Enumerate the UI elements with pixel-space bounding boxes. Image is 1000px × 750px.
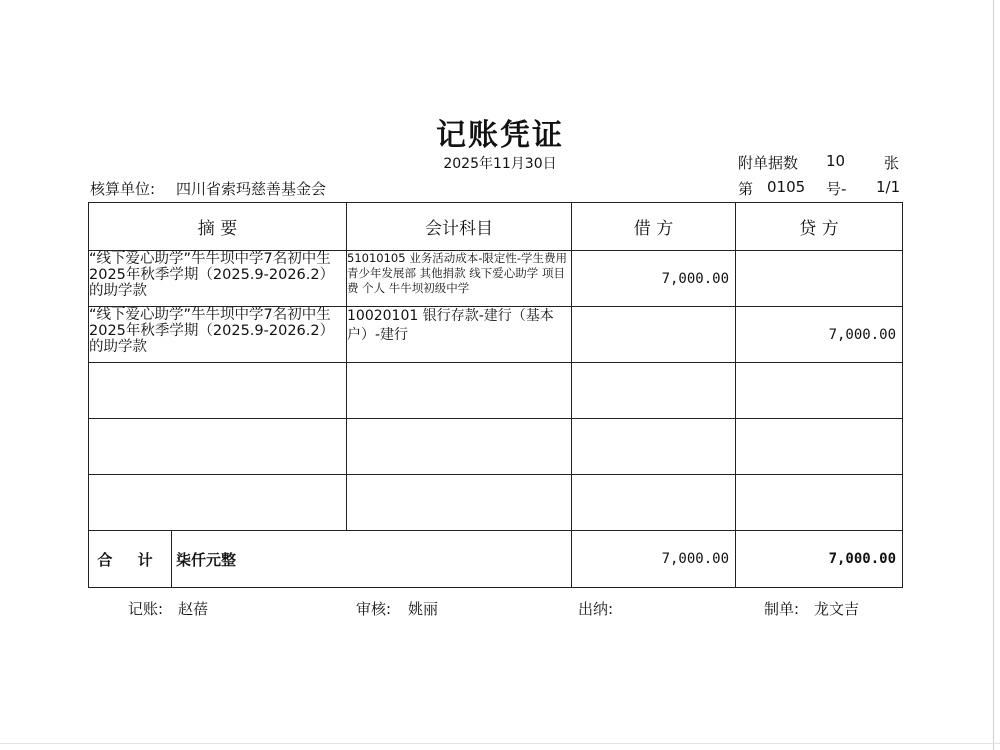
header-account: 会计科目: [347, 203, 572, 251]
voucher-number-suffix: 号-: [826, 180, 847, 198]
row-account: [347, 419, 572, 475]
voucher-number: 0105: [767, 178, 806, 196]
reviewer-name: 姚丽: [408, 600, 439, 618]
bookkeeper-label: 记账:: [128, 600, 164, 618]
total-row: [89, 531, 903, 588]
total-cell: [89, 531, 572, 588]
row-summary: “线下爱心助学”牛牛坝中学7名初中生2025年秋季学期（2025.9-2026.2）的助学款: [89, 251, 347, 307]
table-header-row: [89, 203, 903, 251]
voucher-date: 2025年11月30日: [443, 156, 557, 172]
row-debit: 7,000.00: [572, 251, 736, 307]
row-account: 10020101 银行存款-建行（基本户）-建行: [347, 307, 572, 363]
row-debit: [572, 419, 736, 475]
preparer-label: 制单:: [764, 600, 800, 618]
header-debit: 借 方: [572, 203, 736, 251]
row-credit: 7,000.00: [736, 307, 903, 363]
row-credit: [736, 363, 903, 419]
accounting-unit-label: 核算单位:: [90, 180, 156, 198]
row-credit: [736, 251, 903, 307]
total-label: 合 计: [89, 531, 172, 587]
cashier-label: 出纳:: [578, 600, 614, 618]
attachments-label: 附单据数: [738, 154, 799, 172]
attachments-count: 10: [826, 152, 846, 170]
row-summary: [89, 363, 347, 419]
table-row: [89, 475, 903, 531]
reviewer-label: 审核:: [356, 600, 392, 618]
table-row: [89, 419, 903, 475]
bookkeeper-name: 赵蓓: [178, 600, 209, 618]
total-debit: 7,000.00: [572, 531, 736, 588]
row-account: [347, 363, 572, 419]
header-summary: 摘 要: [89, 203, 347, 251]
row-credit: [736, 419, 903, 475]
table-row: [89, 363, 903, 419]
row-debit: [572, 307, 736, 363]
row-summary: [89, 475, 347, 531]
table-row: [89, 251, 903, 307]
voucher-number-label: 第: [738, 180, 754, 198]
row-debit: [572, 475, 736, 531]
row-debit: [572, 363, 736, 419]
voucher-table: [88, 202, 903, 588]
attachments-unit: 张: [884, 154, 900, 172]
table-row: [89, 307, 903, 363]
row-credit: [736, 475, 903, 531]
voucher-page: 1/1: [876, 178, 901, 196]
total-credit: 7,000.00: [736, 531, 903, 588]
row-account: [347, 475, 572, 531]
voucher-title: 记账凭证: [436, 118, 564, 153]
page-edge-bottom: [0, 743, 1000, 744]
preparer-name: 龙文吉: [814, 600, 860, 618]
row-summary: “线下爱心助学”牛牛坝中学7名初中生2025年秋季学期（2025.9-2026.2）的助学款: [89, 307, 347, 363]
row-summary: [89, 419, 347, 475]
total-amount-in-words: 柒仟元整: [176, 550, 237, 569]
accounting-unit-name: 四川省索玛慈善基金会: [176, 180, 327, 198]
row-account: 51010105 业务活动成本-限定性-学生费用 青少年发展部 其他捐款 线下爱心助学 项目费 个人 牛牛坝初级中学: [347, 251, 572, 307]
header-credit: 贷 方: [736, 203, 903, 251]
